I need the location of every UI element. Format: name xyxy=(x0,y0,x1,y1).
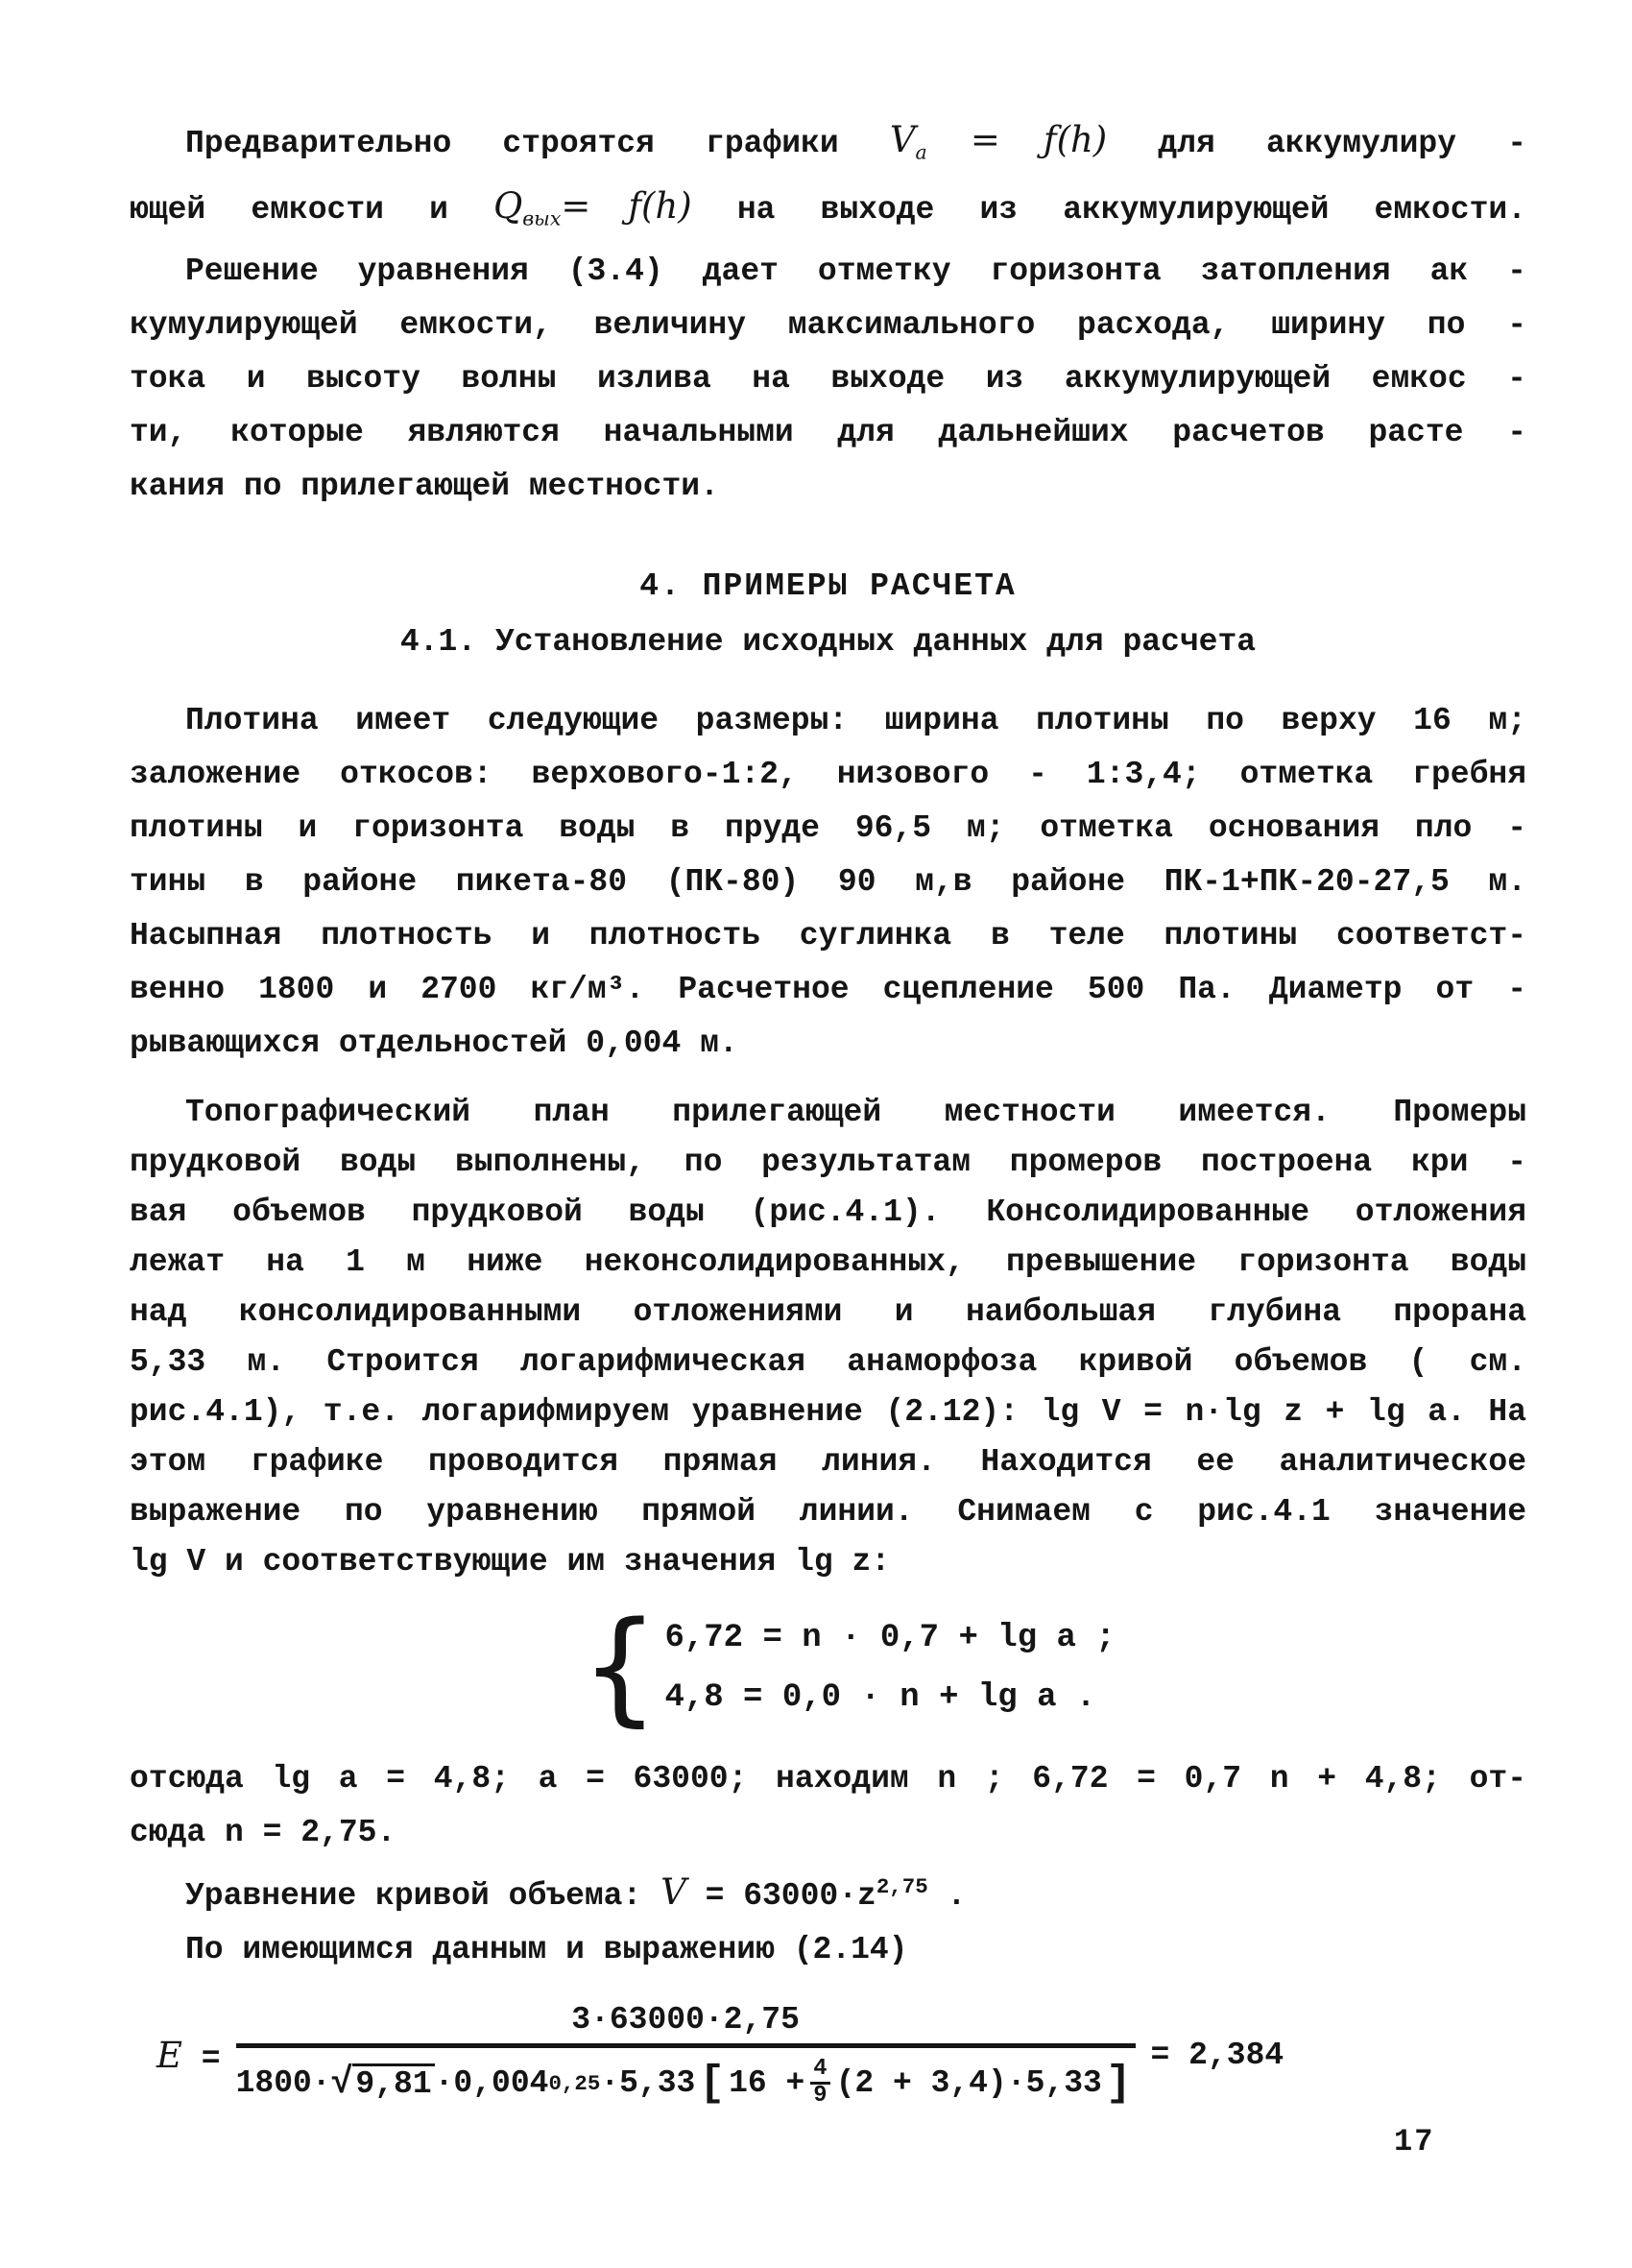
text-line: над консолидированными отложениями и наибольшая глубина прорана xyxy=(130,1294,1526,1331)
text-line: Насыпная плотность и плотность суглинка в теле плотины соответст- xyxy=(130,918,1526,954)
page-content xyxy=(130,113,1526,2109)
text-line: кумулирующей емкости, величину максимального расхода, ширину по - xyxy=(130,307,1526,344)
fraction xyxy=(236,2002,1136,2109)
text-line: рис.4.1), т.е. логарифмируем уравнение (2.12): lg V = n·lg z + lg a. На xyxy=(130,1394,1526,1431)
text-line: Топографический план прилегающей местности имеется. Промеры xyxy=(185,1095,1526,1131)
equals-sign: = xyxy=(181,2040,221,2077)
equation-line: 6,72 = n · 0,7 + lg a ; xyxy=(664,1620,1116,1657)
text-segment: ющей емкости и xyxy=(130,191,493,228)
fraction-denominator xyxy=(236,2048,1136,2109)
brace-glyph: { xyxy=(581,1596,660,1740)
math-superscript: 0,25 xyxy=(548,2070,601,2096)
text-line: отсюда lg a = 4,8; a = 63000; находим n ; 6,72 = 0,7 n + 4,8; от- xyxy=(130,1761,1526,1798)
text-line: этом графике проводится прямая линия. Находится ее аналитическое xyxy=(130,1444,1526,1481)
section-heading: 4. ПРИМЕРЫ РАСЧЕТА xyxy=(639,568,1017,605)
text-segment: для аккумулиру - xyxy=(1107,126,1526,161)
text-line: Решение уравнения (3.4) дает отметку горизонта затопления ак - xyxy=(185,253,1526,290)
text-line: кания по прилегающей местности. xyxy=(130,469,719,505)
text-line: Плотина имеет следующие размеры: ширина плотины по верху 16 м; xyxy=(185,703,1526,739)
text-line: лежат на 1 м ниже неконсолидированных, превышение горизонта воды xyxy=(130,1244,1526,1281)
bracket-close: ] xyxy=(1105,2059,1132,2108)
text-line: рывающихся отдельностей 0,004 м. xyxy=(130,1025,738,1062)
den-segment: ·5,33 xyxy=(600,2065,696,2102)
math-var: E xyxy=(156,2034,182,2076)
subsection-heading: 4.1. Установление исходных данных для расчета xyxy=(399,624,1257,661)
radical-sign: √ xyxy=(330,2063,353,2105)
text-line: По имеющимся данным и выражению (2.14) xyxy=(185,1932,908,1968)
inline-fraction xyxy=(810,2058,829,2109)
square-root xyxy=(331,2063,435,2104)
equation-system xyxy=(581,1596,1526,1740)
text-line: ти, которые являются начальными для дальнейших расчетов расте - xyxy=(130,415,1526,451)
equation-line: 4,8 = 0,0 · n + lg a . xyxy=(664,1679,1096,1717)
math-var: V xyxy=(660,1871,686,1914)
radicand: 9,81 xyxy=(352,2063,434,2102)
den-segment: 16 + xyxy=(729,2065,805,2102)
fraction-numerator: 3·63000·2,75 xyxy=(571,2002,800,2039)
math-subscript: a xyxy=(915,140,927,164)
paragraph xyxy=(130,1088,1526,1587)
text-line: выражение по уравнению прямой линии. Снимаем с рис.4.1 значение xyxy=(130,1494,1526,1531)
text-segment: Предварительно строятся графики xyxy=(185,126,890,161)
math-subscript: вых xyxy=(522,206,562,230)
equation-lines xyxy=(664,1608,1115,1727)
text-segment: . xyxy=(927,1878,967,1915)
text-line: заложение откосов: верхового-1:2, низового - 1:3,4; отметка гребня xyxy=(130,757,1526,793)
inline-fraction-denominator: 9 xyxy=(810,2082,829,2109)
text-line xyxy=(130,113,1526,180)
displayed-formula xyxy=(156,2002,1526,2109)
text-line: сюда n = 2,75. xyxy=(130,1815,396,1851)
math-var: Q xyxy=(492,184,523,227)
math-superscript: 2,75 xyxy=(876,1874,928,1900)
text-line: вая объемов прудковой воды (рис.4.1). Консолидированные отложения xyxy=(130,1194,1526,1231)
text-line: плотины и горизонта воды в пруде 96,5 м; отметка основания пло - xyxy=(130,810,1526,847)
math-var: V xyxy=(889,119,916,160)
formula-lhs xyxy=(156,2035,221,2077)
math-expression: = ƒ(h) xyxy=(561,184,692,227)
text-line: тины в районе пикета-80 (ПК-80) 90 м,в районе ПК-1+ПК-20-27,5 м. xyxy=(130,864,1526,901)
inline-fraction-numerator: 4 xyxy=(813,2056,828,2083)
math-expression: = ƒ(h) xyxy=(926,119,1108,160)
formula-result: = 2,384 xyxy=(1150,2038,1284,2074)
text-line: 5,33 м. Строится логарифмическая анаморфоза кривой объемов ( см. xyxy=(130,1344,1526,1381)
page-number: 17 xyxy=(1394,2124,1435,2159)
text-segment: = 63000·z xyxy=(685,1878,876,1915)
den-segment: (2 + 3,4)·5,33 xyxy=(835,2065,1102,2102)
text-line: прудковой воды выполнены, по результатам промеров построена кри - xyxy=(130,1145,1526,1181)
text-segment: на выходе из аккумулирующей емкости. xyxy=(691,191,1526,228)
den-segment: 1800· xyxy=(235,2065,331,2102)
text-segment: Уравнение кривой объема: xyxy=(185,1878,661,1915)
bracket-open: [ xyxy=(699,2059,726,2108)
volume-equation-line xyxy=(130,1860,1526,1923)
text-line: тока и высоту волны излива на выходе из аккумулирующей емкос - xyxy=(130,361,1526,398)
text-line: венно 1800 и 2700 кг/м³. Расчетное сцепление 500 Па. Диаметр от - xyxy=(130,972,1526,1008)
text-line xyxy=(130,180,1526,246)
text-line: lg V и соответствующие им значения lg z: xyxy=(130,1544,891,1580)
den-segment: ·0,004 xyxy=(434,2065,549,2102)
